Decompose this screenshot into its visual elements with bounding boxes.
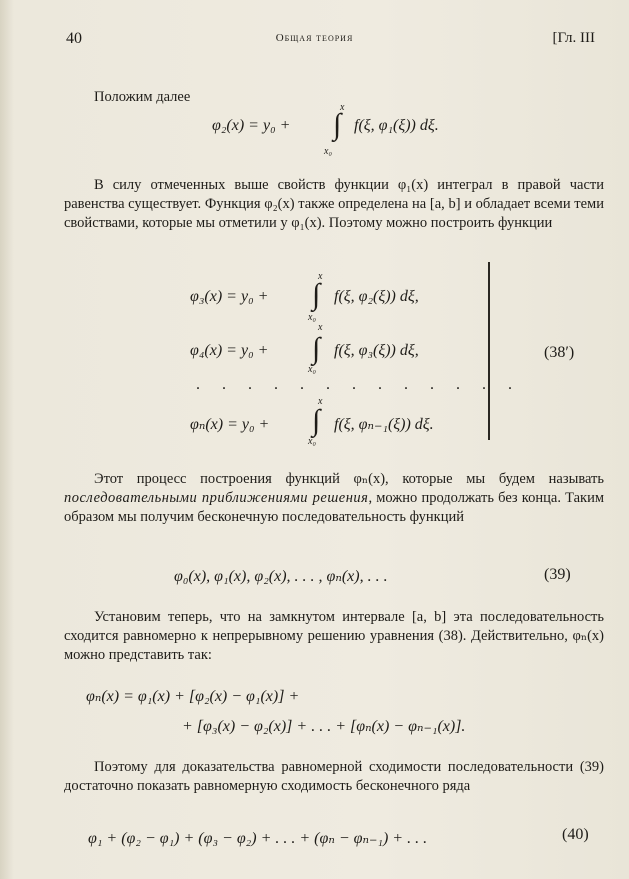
lower-limit: x₀	[324, 146, 332, 157]
equation-phi3-lhs: φ₃(x) = y₀ +	[190, 288, 269, 305]
integral-sign: ∫	[333, 108, 342, 141]
upper-limit: x	[318, 271, 323, 282]
equation-phi4-rhs: f(ξ, φ₃(ξ)) dξ,	[334, 342, 419, 359]
ellipsis-row: . . . . . . . . . . . . .	[196, 376, 521, 393]
paragraph-intro: Положим далее	[94, 89, 191, 105]
equation-phin-lhs: φₙ(x) = y₀ +	[190, 416, 270, 433]
equation-sequence: φ₀(x), φ₁(x), φ₂(x), . . . , φₙ(x), . . .	[174, 568, 388, 585]
integral-sign: ∫	[312, 404, 321, 437]
equation-phi2-rhs: f(ξ, φ₁(ξ)) dξ.	[354, 117, 439, 134]
equation-sum-line1: φₙ(x) = φ₁(x) + [φ₂(x) − φ₁(x)] +	[86, 688, 300, 705]
running-title: Общая теория	[275, 32, 354, 44]
equation-tag-38prime: (38′)	[544, 344, 575, 361]
paragraph-process-text-a: Этот процесс построения функций φₙ(x), которые мы будем называть	[94, 471, 604, 487]
lower-limit: x₀	[308, 364, 316, 375]
equation-tag-40: (40)	[562, 826, 589, 843]
equation-series: φ₁ + (φ₂ − φ₁) + (φ₃ − φ₂) + . . . + (φₙ − φₙ₋₁) + . . .	[88, 830, 428, 847]
equation-sum-line2: + [φ₃(x) − φ₂(x)] + . . . + [φₙ(x) − φₙ₋₁(x)].	[182, 718, 466, 735]
upper-limit: x	[318, 396, 323, 407]
page-number: 40	[66, 30, 82, 47]
equation-phi2-lhs: φ₂(x) = y₀ +	[212, 117, 291, 134]
paragraph-properties: В силу отмеченных выше свойств функции φ₁(x) интеграл в правой части равенства существует. Функция φ₂(x) также определена на [a, b] и обладает всеми теми свойствами, которые мы отметили у φ₁(x). Поэтому можно построить функции	[64, 177, 604, 231]
equation-phi4-lhs: φ₄(x) = y₀ +	[190, 342, 269, 359]
paragraph-process	[64, 470, 604, 527]
term-successive-approximations: последовательными приближениями решения	[64, 490, 369, 506]
equation-phi3-rhs: f(ξ, φ₂(ξ)) dξ,	[334, 288, 419, 305]
upper-limit: x	[340, 102, 345, 113]
paragraph-process-text-b: , можно продолжать без конца. Таким образом мы получим бесконечную последовательность функций	[64, 490, 605, 525]
paragraph-series: Поэтому для доказательства равномерной сходимости последовательности (39) достаточно показать равномерную сходимость бесконечного ряда	[64, 759, 604, 794]
upper-limit: x	[318, 322, 323, 333]
chapter-label: [Гл. III	[552, 30, 595, 46]
system-brace	[478, 262, 490, 440]
lower-limit: x₀	[308, 436, 316, 447]
integral-sign: ∫	[312, 332, 321, 365]
integral-sign: ∫	[312, 278, 321, 311]
equation-tag-39: (39)	[544, 566, 571, 583]
lower-limit: x₀	[308, 312, 316, 323]
equation-phin-rhs: f(ξ, φₙ₋₁(ξ)) dξ.	[334, 416, 434, 433]
paragraph-convergence: Установим теперь, что на замкнутом интервале [a, b] эта последовательность сходится равномерно к непрерывному решению уравнения (38). Действительно, φₙ(x) можно представить так:	[64, 609, 604, 663]
page-header	[0, 30, 629, 52]
